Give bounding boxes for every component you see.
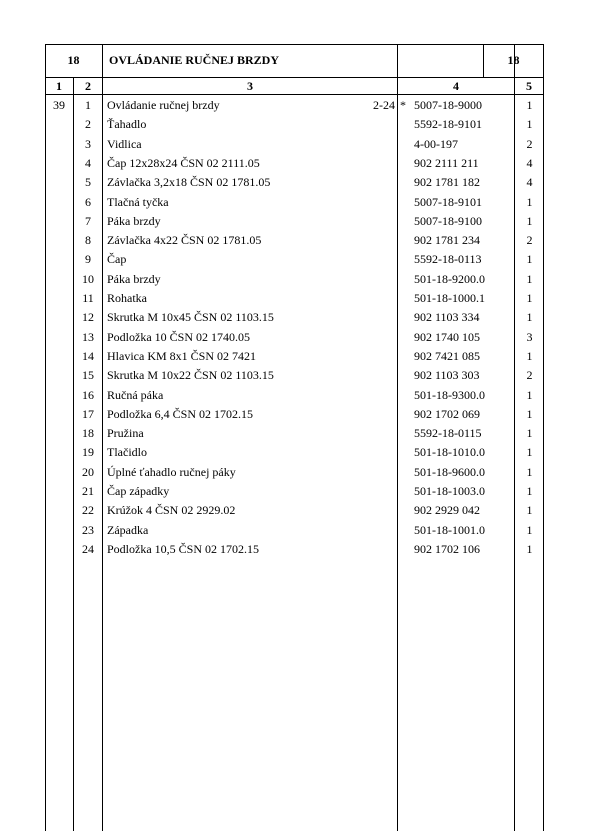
page-title: OVLÁDANIE RUČNEJ BRZDY: [109, 53, 280, 67]
column-header-1: 1: [56, 78, 62, 93]
row-reference: [325, 231, 395, 250]
row-part-number: 501-18-9300.0: [414, 387, 485, 402]
row-reference: 2-24: [373, 98, 395, 112]
row-position: 11: [82, 291, 94, 305]
row-position: 23: [82, 522, 94, 537]
row-quantity: 1: [526, 252, 533, 267]
row-position: 10: [82, 271, 94, 286]
row-position: 3: [85, 136, 91, 151]
row-position: 21: [82, 484, 94, 498]
row-position: 16: [82, 387, 94, 402]
row-part-number: 902 1781 234: [414, 233, 480, 248]
row-quantity: 1: [526, 291, 533, 305]
row-reference: [325, 250, 395, 269]
group-number-right: 18: [507, 53, 520, 67]
row-quantity: 1: [526, 406, 533, 421]
row-position: 14: [82, 348, 94, 363]
row-position: 20: [82, 464, 94, 479]
row-quantity: 1: [526, 464, 533, 479]
row-quantity: 3: [526, 329, 533, 344]
column-line: [102, 44, 103, 831]
row-part-name: Páka brzdy: [107, 213, 161, 228]
row-position: 5: [85, 175, 91, 190]
row-part-name: Vidlica: [107, 136, 142, 151]
row-position: 7: [85, 213, 91, 228]
row-part-name: Ručná páka: [107, 387, 164, 402]
row-part-name: Podložka 10,5 ČSN 02 1702.15: [107, 541, 260, 556]
row-part-number: 902 2111 211: [414, 155, 479, 170]
column-line: [397, 44, 398, 831]
row-reference: [325, 386, 395, 405]
row-part-name: Skrutka M 10x45 ČSN 02 1103.15: [107, 310, 274, 325]
row-part-name: Ovládanie ručnej brzdy: [107, 98, 220, 112]
row-part-name: Tlačidlo: [107, 445, 147, 460]
row-part-name: Páka brzdy: [107, 271, 161, 286]
row-position: 15: [82, 368, 94, 383]
row-reference: [325, 193, 395, 212]
row-part-number: 5592-18-0115: [414, 426, 482, 441]
row-reference: [325, 308, 395, 327]
row-reference: [325, 443, 395, 462]
row-part-number: 501-18-9200.0: [414, 271, 485, 286]
row-part-number: 501-18-9600.0: [414, 464, 485, 479]
row-part-name: Krúžok 4 ČSN 02 2929.02: [107, 503, 236, 518]
row-reference: [325, 405, 395, 424]
row-part-number: 902 1781 182: [414, 175, 480, 190]
row-reference: [325, 501, 395, 520]
row-reference: [325, 463, 395, 482]
row-part-number: 902 7421 085: [414, 348, 480, 363]
row-reference: [325, 154, 395, 173]
row-quantity: 4: [526, 155, 533, 170]
row-reference: [325, 212, 395, 231]
row-reference: [325, 521, 395, 540]
row-quantity: 1: [526, 213, 533, 228]
row-position: 1: [85, 98, 91, 112]
row-reference: [325, 135, 395, 154]
row-part-name: Závlačka 4x22 ČSN 02 1781.05: [107, 233, 262, 248]
row-position: 22: [82, 503, 94, 518]
row-quantity: 1: [526, 522, 533, 537]
row-quantity: 1: [526, 271, 533, 286]
row-part-name: Ťahadlo: [107, 117, 147, 132]
column-header-4: 4: [453, 78, 459, 93]
row-reference: [325, 289, 395, 308]
row-part-number: 5592-18-0113: [414, 252, 482, 267]
row-position: 9: [85, 252, 91, 267]
column-header-2: 2: [85, 78, 91, 93]
row-quantity: 1: [526, 445, 533, 460]
row-position: 19: [82, 445, 94, 460]
row-part-name: Podložka 6,4 ČSN 02 1702.15: [107, 406, 254, 421]
column-header-5: 5: [526, 78, 532, 93]
row-quantity: 1: [526, 484, 533, 498]
row-reference: [325, 482, 395, 501]
row-part-number: 4-00-197: [414, 136, 458, 151]
column-line: [45, 44, 46, 831]
row-part-number: 902 1103 303: [414, 368, 480, 383]
row-quantity: 1: [526, 426, 533, 441]
row-part-number: 902 1702 106: [414, 541, 480, 556]
row-part-name: Čap: [107, 252, 127, 267]
row-part-number: 902 1103 334: [414, 310, 480, 325]
row-part-number: 501-18-1003.0: [414, 484, 485, 498]
row-part-name: Rohatka: [107, 291, 147, 305]
row-quantity: 1: [526, 310, 533, 325]
row-position: 2: [85, 117, 91, 132]
row-part-number: 5007-18-9000: [414, 98, 482, 112]
parts-table: [45, 44, 544, 831]
group-number-left: 18: [67, 53, 80, 67]
row-reference: [325, 270, 395, 289]
row-position: 8: [85, 233, 91, 248]
row-part-name: Závlačka 3,2x18 ČSN 02 1781.05: [107, 175, 271, 190]
row-quantity: 2: [526, 368, 533, 383]
row-quantity: 2: [526, 233, 533, 248]
column-header-3: 3: [247, 78, 253, 93]
row-part-name: Tlačná tyčka: [107, 194, 169, 209]
row-reference: [325, 540, 395, 559]
column-header-divider: [45, 94, 544, 95]
row-position: 4: [85, 155, 91, 170]
row-position: 17: [82, 406, 94, 421]
row-part-name: Hlavica KM 8x1 ČSN 02 7421: [107, 348, 256, 363]
row-quantity: 4: [526, 175, 533, 190]
row-position: 13: [82, 329, 94, 344]
row-part-number: 5007-18-9101: [414, 194, 482, 209]
row-reference: [325, 366, 395, 385]
row-quantity: 1: [526, 541, 533, 556]
row-part-number: 5592-18-9101: [414, 117, 482, 132]
row-part-number: 902 1702 069: [414, 406, 480, 421]
row-quantity: 1: [526, 194, 533, 209]
row-reference: [325, 115, 395, 134]
row-part-name: Skrutka M 10x22 ČSN 02 1103.15: [107, 368, 274, 383]
row-part-number: 501-18-1001.0: [414, 522, 485, 537]
row-quantity: 1: [526, 348, 533, 363]
row-part-number: 5007-18-9100: [414, 213, 482, 228]
row-part-number: 902 2929 042: [414, 503, 480, 518]
row-position: 6: [85, 194, 91, 209]
row-part-number: 902 1740 105: [414, 329, 480, 344]
row-reference: [325, 424, 395, 443]
row-quantity: 1: [526, 503, 533, 518]
model-number: 39: [53, 98, 65, 112]
row-part-number: 501-18-1010.0: [414, 445, 485, 460]
row-reference: [325, 328, 395, 347]
row-position: 12: [82, 310, 94, 325]
row-part-number: 501-18-1000.1: [414, 291, 485, 305]
row-position: 24: [82, 541, 94, 556]
row-quantity: 2: [526, 136, 533, 151]
row-part-name: Západka: [107, 522, 149, 537]
row-quantity: 1: [526, 98, 533, 112]
row-part-name: Pružina: [107, 426, 144, 441]
row-reference: [325, 173, 395, 192]
row-part-name: Podložka 10 ČSN 02 1740.05: [107, 329, 251, 344]
row-reference: [325, 347, 395, 366]
row-part-name: Čap západky: [107, 484, 170, 498]
row-mark: *: [400, 98, 406, 112]
row-part-name: Čap 12x28x24 ČSN 02 2111.05: [107, 155, 260, 170]
row-quantity: 1: [526, 117, 533, 132]
row-part-name: Úplné ťahadlo ručnej páky: [107, 464, 236, 479]
row-position: 18: [82, 426, 94, 441]
row-quantity: 1: [526, 387, 533, 402]
